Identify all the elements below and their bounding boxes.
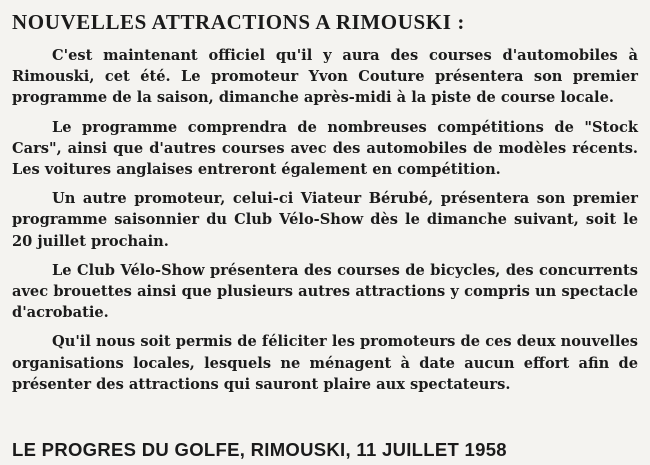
article-paragraph-5: Qu'il nous soit permis de féliciter les promoteurs de ces deux nouvelles organisations locales, lesquels ne ménagent à date aucun effort afin de présenter des attractions qui sauront plaire aux spectateurs. (12, 333, 638, 393)
article-paragraph-2: Le programme comprendra de nombreuses compétitions de "Stock Cars", ainsi que d'autres courses avec des automobiles de modèles récents. Les voitures anglaises entreront également en compétition. (12, 118, 638, 179)
article-paragraph-4: Le Club Vélo-Show présentera des courses de bicycles, des concurrents avec brouettes ainsi que plusieurs autres attractions y compris un spectacle d'acrobatie. (12, 261, 638, 322)
article-headline: NOUVELLES ATTRACTIONS A RIMOUSKI : (12, 10, 465, 34)
article-paragraph-3: Un autre promoteur, celui-ci Viateur Bérubé, présentera son premier programme saisonnier du Club Vélo-Show dès le dimanche suivant, soit le 20 juillet prochain. (12, 190, 638, 250)
source-credit: LE PROGRES DU GOLFE, RIMOUSKI, 11 JUILLET 1958 (12, 439, 507, 460)
article-paragraph-1: C'est maintenant officiel qu'il y aura des courses d'automobiles à Rimouski, cet été. Le promoteur Yvon Couture présentera son premier programme de la saison, dimanche après-midi à la piste de course locale. (12, 47, 638, 107)
